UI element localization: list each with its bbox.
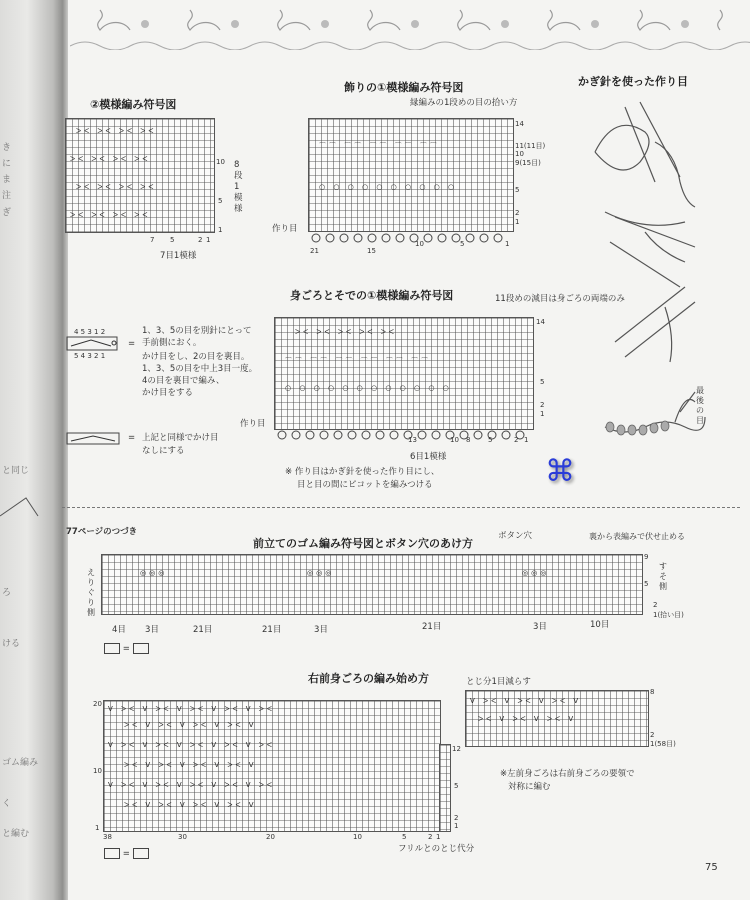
col-number: 1: [524, 436, 529, 444]
last-stitch-label: 最後の目: [696, 386, 704, 425]
legend-equals: =: [128, 339, 136, 349]
row-number: 8: [650, 688, 655, 696]
legend-desc: かけ目をし、2の目を裏目。: [142, 352, 250, 362]
picot-row-2-icon: [274, 428, 534, 442]
page-number: 75: [705, 862, 718, 873]
bindoff-label: 裏から表編みで伏せ止める: [589, 532, 685, 541]
col-number: 15: [367, 247, 376, 255]
row-number: 10: [93, 767, 102, 775]
row-number: 9(15目): [515, 159, 541, 167]
col-number: 10: [450, 436, 459, 444]
section-divider: [62, 507, 740, 508]
segment-label: 4目: [112, 625, 126, 635]
row-number: 5: [540, 378, 545, 386]
crochet-cast-on-illustration: [585, 92, 735, 457]
legend-eq: =: [122, 849, 130, 859]
section6-extension: [439, 744, 451, 832]
gutter-text: に: [2, 159, 12, 169]
hem-side-label: すそ側: [659, 562, 667, 591]
row-number: 11(11目): [515, 142, 546, 150]
row-number: 2: [653, 601, 658, 609]
row-number: 1(拾い目): [653, 611, 684, 619]
neckline-side-label: えりぐり側: [87, 568, 95, 617]
section5-title: 前立てのゴム編み符号図とボタン穴のあけ方: [253, 537, 473, 550]
col-number: 5: [402, 833, 407, 841]
gutter-text: く: [2, 799, 12, 809]
gutter-text: ま: [2, 175, 12, 185]
cast-on-label: 作り目: [272, 224, 298, 234]
col-number: 38: [103, 833, 112, 841]
row-number: 2: [650, 731, 655, 739]
col-number: 5: [460, 240, 465, 248]
col-number: 1: [505, 240, 510, 248]
gutter-text: き: [2, 143, 12, 153]
row-number: 14: [536, 318, 545, 326]
row-number: 2: [540, 401, 545, 409]
row-number: 5: [454, 782, 459, 790]
decrease-note: 11段めの減目は身ごろの両端のみ: [495, 294, 625, 304]
col-number: 5: [170, 236, 175, 244]
row-number: 1: [515, 218, 520, 226]
buttonhole-label: ボタン穴: [498, 531, 533, 541]
row-number: 9: [644, 553, 649, 561]
legend-equals: =: [128, 433, 136, 443]
row-number: 12: [452, 745, 461, 753]
col-number: 13: [408, 436, 417, 444]
col-number: 5: [488, 436, 493, 444]
section6-title: 右前身ごろの編み始め方: [308, 672, 429, 685]
row-number: 5: [218, 197, 223, 205]
legend-desc-2: 上記と同様でかけ目: [142, 433, 219, 443]
continued-label: 77ページのつづき: [66, 527, 138, 537]
col-number: 1: [436, 833, 441, 841]
gutter-text: ぎ: [2, 208, 12, 218]
legend-knit-purl: [104, 643, 149, 655]
segment-label: 10目: [590, 620, 610, 630]
section2-chart: ⌒⌒ ⌒⌒ ⌒⌒ ⌒⌒ ⌒⌒ ○ ○ ○ ○ ○ ○ ○ ○ ○ ○: [308, 118, 514, 232]
gutter-text: と編む: [2, 829, 30, 839]
col-number: 2: [514, 436, 519, 444]
legend-box-icon: [104, 643, 120, 654]
command-badge-icon: ⌘: [545, 454, 575, 489]
section4-title: 身ごろとそでの①模様編み符号図: [290, 289, 454, 302]
legend-desc: 1、3、5の目を中上3目一度。: [142, 364, 258, 374]
segment-label: 3目: [145, 625, 159, 635]
legend-box-icon: [104, 848, 120, 859]
legend-desc: 手前側におく。: [142, 338, 202, 348]
section1-title: ②模様編み符号図: [90, 98, 177, 111]
legend-bottom-numbers: 5 4 3 2 1: [74, 352, 106, 360]
row-number: 2: [454, 814, 459, 822]
col-number: 7: [150, 236, 155, 244]
row-number: 10: [515, 150, 524, 158]
row-number: 1(58目): [650, 740, 676, 748]
footnote: 目と目の間にピコットを編みつける: [297, 480, 433, 490]
segment-label: 3目: [533, 622, 547, 632]
row-number: 1: [218, 226, 223, 234]
legend-symbol-2-icon: [66, 432, 126, 446]
gutter-text: 注: [2, 191, 12, 201]
gutter-text: ける: [2, 639, 21, 649]
section1-chart: ᐳᐸ ᐳᐸ ᐳᐸ ᐳᐸ ᐳᐸ ᐳᐸ ᐳᐸ ᐳᐸ ᐳᐸ ᐳᐸ ᐳᐸ ᐳᐸ ᐳᐸ ᐳᐸ ᐳᐸ ᐳᐸ: [65, 118, 215, 233]
col-number: 10: [415, 240, 424, 248]
section5-chart: ◎◎◎ ◎◎◎ ◎◎◎: [101, 554, 643, 615]
col-number: 2: [198, 236, 203, 244]
legend-desc: 1、3、5の目を別針にとって: [142, 326, 252, 336]
mirror-note: ※左前身ごろは右前身ごろの要領で: [500, 769, 635, 779]
legend-box-icon: [133, 643, 149, 654]
col-number: 2: [428, 833, 433, 841]
row-number: 14: [515, 120, 524, 128]
legend-box-icon: [133, 848, 149, 859]
col-number: 8: [466, 436, 471, 444]
col-number: 10: [353, 833, 362, 841]
legend-desc-2: なしにする: [142, 446, 185, 456]
legend-symbol-icon: [66, 336, 126, 352]
section6-side-chart: V ᐳᐸ V ᐳᐸ V ᐳᐸ V ᐳᐸ V ᐳᐸ V ᐳᐸ V: [465, 690, 649, 747]
col-number: 30: [178, 833, 187, 841]
repeat-stitches-label: 7目1模様: [160, 251, 197, 261]
gutter-text: と同じ: [2, 466, 30, 476]
legend-eq: =: [122, 644, 130, 654]
repeat-rows-label: 8段1模様: [234, 160, 243, 214]
segment-label: 21目: [422, 622, 442, 632]
section3-title: かぎ針を使った作り目: [578, 75, 688, 88]
segment-label: 21目: [193, 625, 213, 635]
mirror-note: 対称に編む: [508, 782, 551, 792]
segment-label: 21目: [262, 625, 282, 635]
gutter-text: ろ: [2, 588, 12, 598]
legend-desc: かけ目をする: [142, 388, 194, 398]
col-number: 20: [266, 833, 275, 841]
row-number: 10: [216, 158, 225, 166]
gutter-triangle-icon: [0, 478, 40, 518]
section6-main-chart: V ᐳᐸ V ᐳᐸ V ᐳᐸ V ᐳᐸ V ᐳᐸ ᐳᐸ V ᐳᐸ V ᐳᐸ V ᐳᐸ V V ᐳᐸ V ᐳᐸ V ᐳᐸ V ᐳᐸ V ᐳᐸ ᐳᐸ V ᐳᐸ V ᐳᐸ V ᐳᐸ V V ᐳᐸ V ᐳᐸ V ᐳᐸ V ᐳᐸ V ᐳᐸ ᐳᐸ V ᐳᐸ V ᐳᐸ V ᐳᐸ V: [103, 700, 441, 832]
row-number: 2: [515, 209, 520, 217]
pickup-note: 縁編みの1段めの目の拾い方: [410, 98, 518, 108]
decorative-border-icon: [70, 2, 750, 50]
row-number: 1: [95, 824, 100, 832]
row-number: 5: [644, 580, 649, 588]
picot-row-icon: [308, 230, 513, 246]
col-number: 21: [310, 247, 319, 255]
row-number: 1: [454, 822, 459, 830]
cast-on-label: 作り目: [240, 419, 266, 429]
col-number: 1: [206, 236, 211, 244]
frill-seam-label: フリルとのとじ代分: [398, 844, 475, 854]
legend-knit-purl-2: [104, 848, 149, 860]
section2-title: 飾りの①模様編み符号図: [344, 81, 464, 94]
gutter-text: ゴム編み: [2, 758, 39, 768]
row-number: 1: [540, 410, 545, 418]
decrease-label: とじ分1目減らす: [466, 677, 531, 687]
legend-desc: 4の目を裏目で編み、: [142, 376, 225, 386]
section4-chart: ᐳᐸ ᐳᐸ ᐳᐸ ᐳᐸ ᐳᐸ ⌒⌒ ⌒⌒ ⌒⌒ ⌒⌒ ⌒⌒ ⌒⌒ ○ ○ ○ ○ ○ ○ ○ ○ ○ ○ ○ ○: [274, 317, 534, 430]
segment-label: 3目: [314, 625, 328, 635]
row-number: 20: [93, 700, 102, 708]
footnote: ※ 作り目はかぎ針を使った作り目にし、: [285, 467, 440, 477]
repeat-stitches-label: 6目1模様: [410, 452, 447, 462]
row-number: 5: [515, 186, 520, 194]
legend-top-numbers: 4 5 3 1 2: [74, 328, 106, 336]
